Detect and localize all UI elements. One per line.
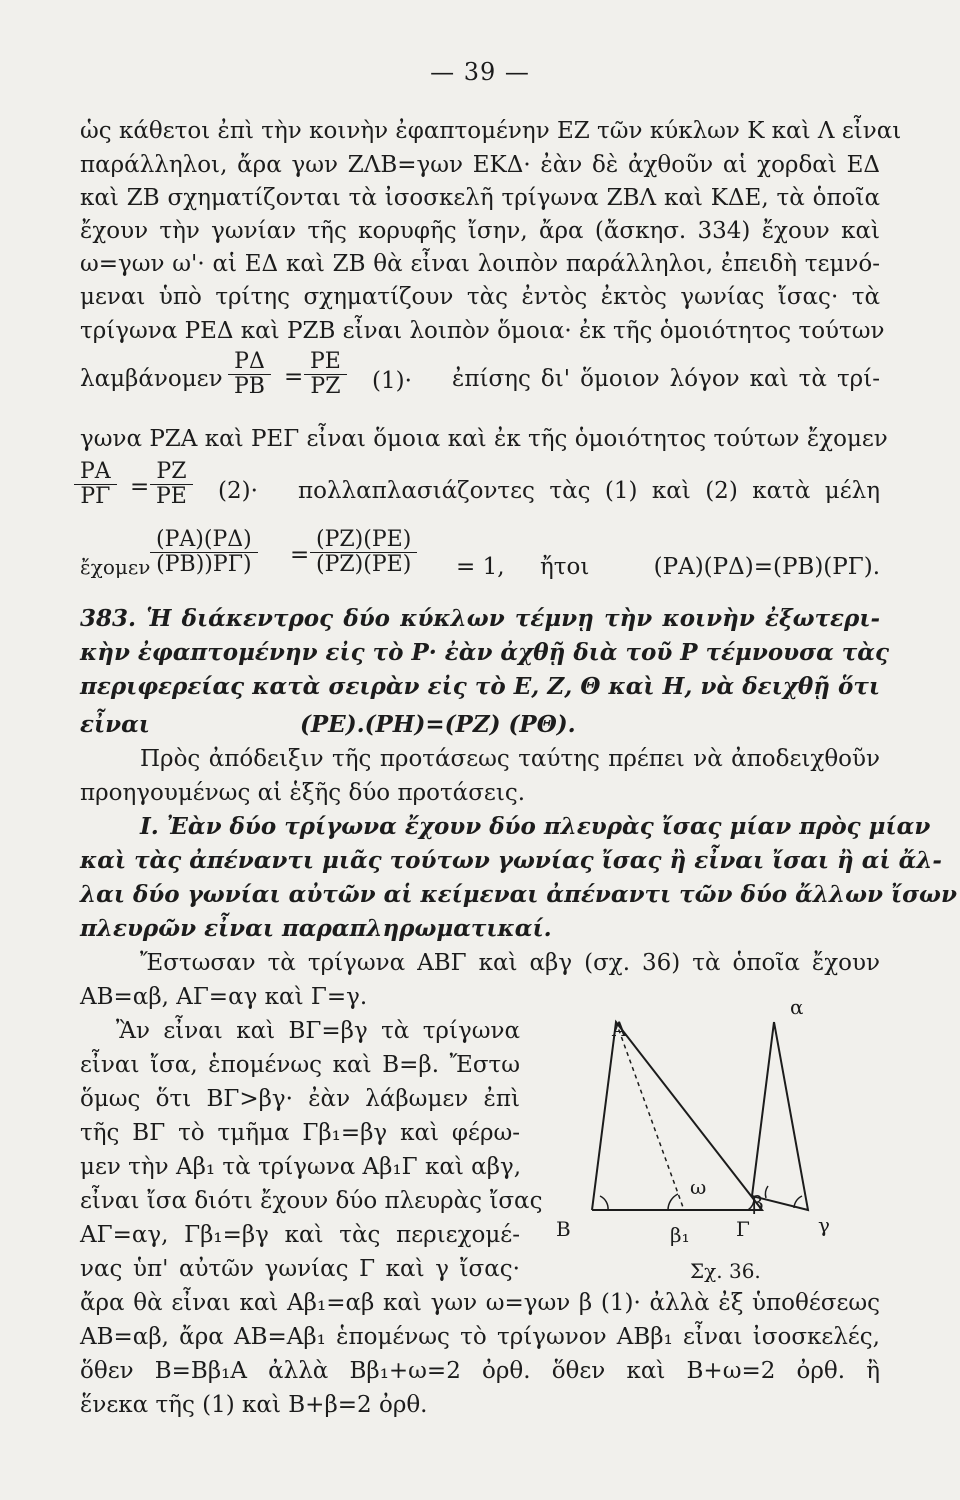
fraction-rd-rb — [228, 350, 271, 399]
equation-result: = 1, — [456, 554, 505, 580]
text-line: τῆς ΒΓ τὸ τμῆμα Γβ₁=βγ καὶ φέρω- — [80, 1120, 520, 1146]
text-line: ΑΒ=αβ, ΑΓ=αγ καὶ Γ=γ. — [80, 984, 368, 1010]
fraction-denominator: ΡΖ — [310, 374, 341, 399]
fraction-ra-rg — [74, 460, 117, 509]
page-number: — 39 — — [430, 58, 530, 86]
label-a: α — [790, 995, 804, 1019]
text-line: ΑΓ=αγ, Γβ₁=βγ καὶ τὰς περιεχομέ- — [80, 1222, 520, 1248]
label-A: A — [612, 1017, 627, 1041]
text-line: μεν τὴν Αβ₁ τὰ τρίγωνα Αβ₁Γ καὶ αβγ, — [80, 1154, 522, 1180]
text-line: νας ὑπ' αὐτῶν γωνίας Γ καὶ γ ἴσας· — [80, 1256, 520, 1282]
equals-sign: = — [130, 474, 150, 500]
equation-lead: ἔχομεν — [80, 555, 151, 579]
figure-caption: Σχ. 36. — [690, 1259, 761, 1283]
text-line: πολλαπλασιάζοντες τὰς (1) καὶ (2) κατὰ μέλη — [298, 478, 880, 504]
problem-383-formula: (ΡΕ).(ΡΗ)=(ΡΖ) (ΡΘ). — [300, 711, 576, 738]
problem-383-line: εἶναι — [80, 711, 150, 738]
text-line: Πρὸς ἀπόδειξιν τῆς προτάσεως ταύτης πρέπει νὰ ἀποδειχθοῦν — [140, 746, 880, 772]
text-line: ἔχουν τὴν γωνίαν τῆς κορυφῆς ἴσην, ἄρα (ἄσκησ. 334) ἔχουν καὶ — [80, 218, 880, 244]
text-line: καὶ ΖΒ σχηματίζονται τὰ ἰσοσκελῆ τρίγωνα ΖΒΛ καὶ ΚΔΕ, τὰ ὁποῖα — [80, 185, 880, 211]
text-line: ὅμως ὅτι ΒΓ>βγ· ἐὰν λάβωμεν ἐπὶ — [80, 1086, 520, 1112]
fraction-numerator: ΡΖ — [150, 460, 193, 485]
fraction-numerator: ΡΔ — [228, 350, 271, 375]
problem-383-line: 383. Ἡ διάκεντρος δύο κύκλων τέμνῃ τὴν κοινὴν ἐξωτερι- — [80, 605, 880, 632]
proposition-line: λαι δύο γωνίαι αὐτῶν αἱ κείμεναι ἀπέναντι τῶν δύο ἄλλων ἴσων — [80, 881, 957, 908]
text-line: γωνα ΡΖΑ καὶ ΡΕΓ εἶναι ὅμοια καὶ ἐκ τῆς ὁμοιότητος τούτων ἔχομεν — [80, 426, 888, 452]
equals-sign: = — [284, 364, 304, 390]
fraction-denominator: (ΡΒ))ΡΓ) — [156, 552, 252, 577]
fraction-product-right — [310, 528, 417, 577]
proposition-line: Ι. Ἐὰν δύο τρίγωνα ἔχουν δύο πλευρὰς ἴσας μίαν πρὸς μίαν — [140, 813, 931, 840]
fraction-numerator: ΡΑ — [74, 460, 117, 485]
text-line: ω=γων ω'· αἱ ΕΔ καὶ ΖΒ θὰ εἶναι λοιπὸν παράλληλοι, ἐπειδὴ τεμνό- — [80, 251, 880, 277]
fraction-denominator: ΡΒ — [234, 374, 265, 399]
text-line: μεναι ὑπὸ τρίτης σχηματίζουν τὰς ἐντὸς ἐκτὸς γωνίας ἴσας· τὰ — [80, 284, 880, 310]
label-omega: ω — [690, 1175, 707, 1199]
text-line: εἶναι ἴσα, ἑπομένως καὶ Β=β. Ἔστω — [80, 1052, 520, 1078]
label-G: Γ — [736, 1217, 750, 1241]
fraction-denominator: ΡΕ — [156, 484, 187, 509]
text-line: Ἔστωσαν τὰ τρίγωνα ΑΒΓ καὶ αβγ (σχ. 36) τὰ ὁποῖα ἔχουν — [140, 950, 880, 976]
equation-number: (1)· — [372, 368, 412, 394]
label-b1: β₁ — [670, 1223, 690, 1247]
text-line: ἄρα θὰ εἶναι καὶ Αβ₁=αβ καὶ γων ω=γων β (1)· ἀλλὰ ἐξ ὑποθέσεως — [80, 1290, 880, 1316]
equation-lead: λαμβάνομεν — [80, 366, 223, 392]
text-line: παράλληλοι, ἄρα γων ΖΛΒ=γων ΕΚΔ· ἐὰν δὲ ἀχθοῦν αἱ χορδαὶ ΕΔ — [80, 152, 880, 178]
figure-36-triangles — [530, 1000, 860, 1240]
text-line: ἕνεκα τῆς (1) καὶ Β+β=2 ὀρθ. — [80, 1392, 428, 1418]
label-B: B — [556, 1217, 571, 1241]
fraction-denominator: (ΡΖ)(ΡΕ) — [316, 552, 412, 577]
text-line: Ἂν εἶναι καὶ ΒΓ=βγ τὰ τρίγωνα — [116, 1018, 520, 1044]
problem-383-line: περιφερείας κατὰ σειρὰν εἰς τὸ Ε, Ζ, Θ καὶ Η, νὰ δειχθῇ ὅτι — [80, 673, 880, 700]
text-line: προηγουμένως αἱ ἑξῆς δύο προτάσεις. — [80, 780, 526, 806]
text-line: τρίγωνα ΡΕΔ καὶ ΡΖΒ εἶναι λοιπὸν ὅμοια· ἐκ τῆς ὁμοιότητος τούτων — [80, 318, 885, 344]
label-g: γ — [818, 1213, 830, 1237]
text-line: ἤτοι (ΡΑ)(ΡΔ)=(ΡΒ)(ΡΓ). — [540, 554, 880, 580]
proposition-line: πλευρῶν εἶναι παραπληρωματικαί. — [80, 915, 552, 942]
proposition-line: καὶ τὰς ἀπέναντι μιᾶς τούτων γωνίας ἴσας ἢ εἶναι ἴσαι ἢ αἱ ἄλ- — [80, 847, 942, 874]
fraction-rz-re — [150, 460, 193, 509]
text-line: ἐπίσης δι' ὅμοιον λόγον καὶ τὰ τρί- — [452, 366, 880, 392]
label-b: β — [752, 1191, 764, 1215]
text-line: ὅθεν Β=Ββ₁Α ἀλλὰ Ββ₁+ω=2 ὀρθ. ὅθεν καὶ Β+ω=2 ὀρθ. ἢ — [80, 1358, 880, 1384]
text-line: εἶναι ἴσα διότι ἔχουν δύο πλευρὰς ἴσας — [80, 1188, 543, 1214]
fraction-denominator: ΡΓ — [80, 484, 111, 509]
equation-number: (2)· — [218, 478, 258, 504]
problem-383-line: κὴν ἐφαπτομένην εἰς τὸ Ρ· ἐὰν ἀχθῇ διὰ τοῦ Ρ τέμνουσα τὰς — [80, 639, 889, 666]
text-line: ΑΒ=αβ, ἄρα ΑΒ=Αβ₁ ἑπομένως τὸ τρίγωνον ΑΒβ₁ εἶναι ἰσοσκελές, — [80, 1324, 880, 1350]
fraction-numerator: ΡΕ — [304, 350, 347, 375]
fraction-product-left — [150, 528, 258, 577]
text-line: ὡς κάθετοι ἐπὶ τὴν κοινὴν ἐφαπτομένην ΕΖ τῶν κύκλων Κ καὶ Λ εἶναι — [80, 118, 902, 144]
fraction-numerator: (ΡΑ)(ΡΔ) — [150, 528, 258, 553]
equals-sign: = — [290, 542, 310, 568]
fraction-numerator: (ΡΖ)(ΡΕ) — [310, 528, 417, 553]
fraction-re-rz — [304, 350, 347, 399]
